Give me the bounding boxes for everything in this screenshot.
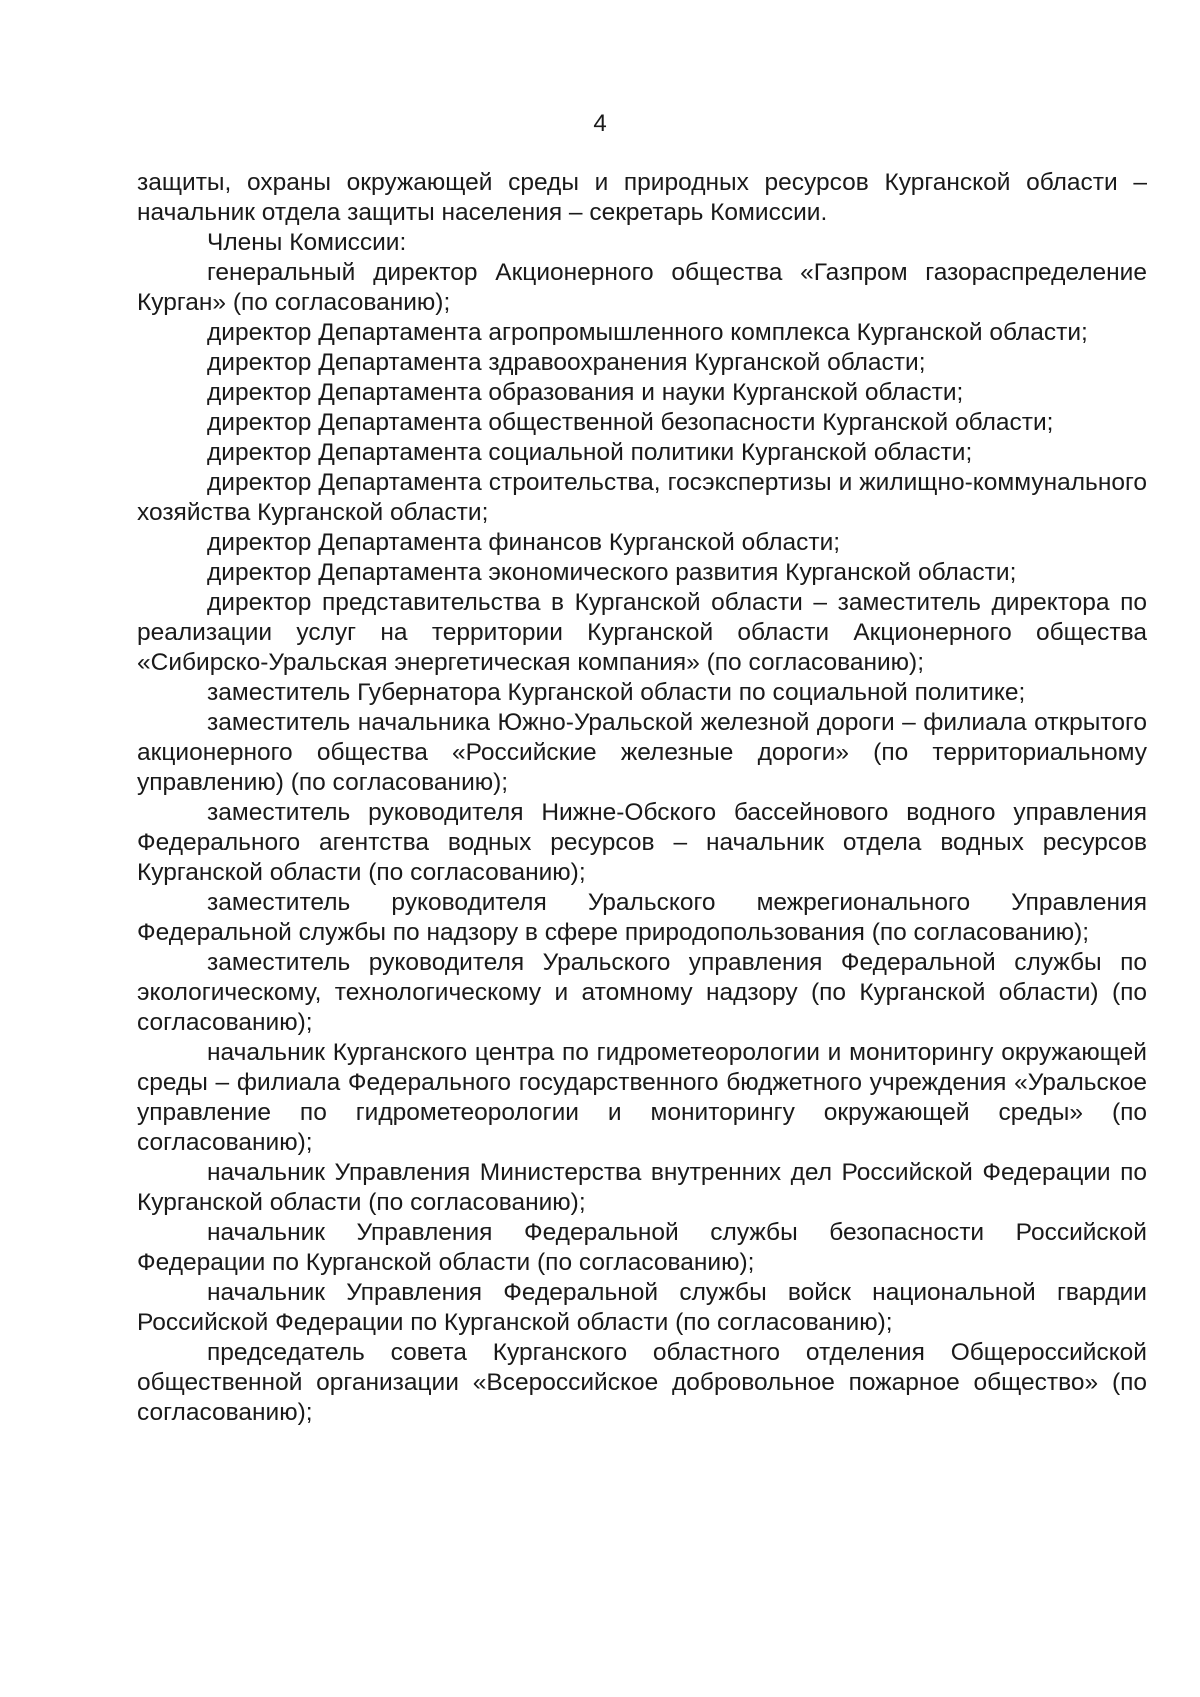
member-item: генеральный директор Акционерного общества «Газпром газораспределение Курган» (по согласованию); bbox=[137, 259, 1147, 316]
paragraph-members-heading: Члены Комиссии: bbox=[207, 229, 407, 256]
member-item: начальник Управления Федеральной службы войск национальной гвардии Российской Федерации по Курганской области (по согласованию); bbox=[137, 1279, 1147, 1336]
paragraph-secretary-continuation: защиты, охраны окружающей среды и природных ресурсов Курганской области – начальник отдела защиты населения – секретарь Комиссии. bbox=[137, 169, 1147, 226]
member-item: заместитель руководителя Уральского межрегионального Управления Федеральной службы по надзору в сфере природопользования (по согласованию); bbox=[137, 889, 1147, 946]
document-body bbox=[137, 168, 1147, 1428]
member-item: директор Департамента финансов Курганской области; bbox=[207, 529, 841, 556]
member-item: председатель совета Курганского областного отделения Общероссийской общественной организации «Всероссийское добровольное пожарное общество» (по согласованию); bbox=[137, 1339, 1147, 1426]
member-item: директор Департамента строительства, госэкспертизы и жилищно-коммунального хозяйства Курганской области; bbox=[137, 469, 1147, 526]
member-item: директор Департамента социальной политики Курганской области; bbox=[207, 439, 973, 466]
member-item: начальник Управления Федеральной службы безопасности Российской Федерации по Курганской области (по согласованию); bbox=[137, 1219, 1147, 1276]
page-number: 4 bbox=[593, 110, 607, 137]
member-item: заместитель начальника Южно-Уральской железной дороги – филиала открытого акционерного общества «Российские железные дороги» (по территориальному управлению) (по согласованию); bbox=[137, 709, 1147, 796]
member-item: заместитель руководителя Нижне-Обского бассейнового водного управления Федерального агентства водных ресурсов – начальник отдела водных ресурсов Курганской области (по согласованию); bbox=[137, 799, 1147, 886]
member-item: директор представительства в Курганской области – заместитель директора по реализации услуг на территории Курганской области Акционерного общества «Сибирско-Уральская энергетическая компания» (по согласованию); bbox=[137, 589, 1147, 676]
member-item: директор Департамента общественной безопасности Курганской области; bbox=[207, 409, 1054, 436]
member-item: директор Департамента здравоохранения Курганской области; bbox=[207, 349, 926, 376]
member-item: директор Департамента агропромышленного комплекса Курганской области; bbox=[207, 319, 1088, 346]
member-item: директор Департамента экономического развития Курганской области; bbox=[207, 559, 1017, 586]
member-item: заместитель руководителя Уральского управления Федеральной службы по экологическому, технологическому и атомному надзору (по Курганской области) (по согласованию); bbox=[137, 949, 1147, 1036]
member-item: заместитель Губернатора Курганской области по социальной политике; bbox=[207, 679, 1026, 706]
member-item: директор Департамента образования и науки Курганской области; bbox=[207, 379, 964, 406]
member-item: начальник Курганского центра по гидрометеорологии и мониторингу окружающей среды – филиала Федерального государственного бюджетного учреждения «Уральское управление по гидрометеорологии и мониторингу окружающей среды» (по согласованию); bbox=[137, 1039, 1147, 1156]
member-item: начальник Управления Министерства внутренних дел Российской Федерации по Курганской области (по согласованию); bbox=[137, 1159, 1147, 1216]
